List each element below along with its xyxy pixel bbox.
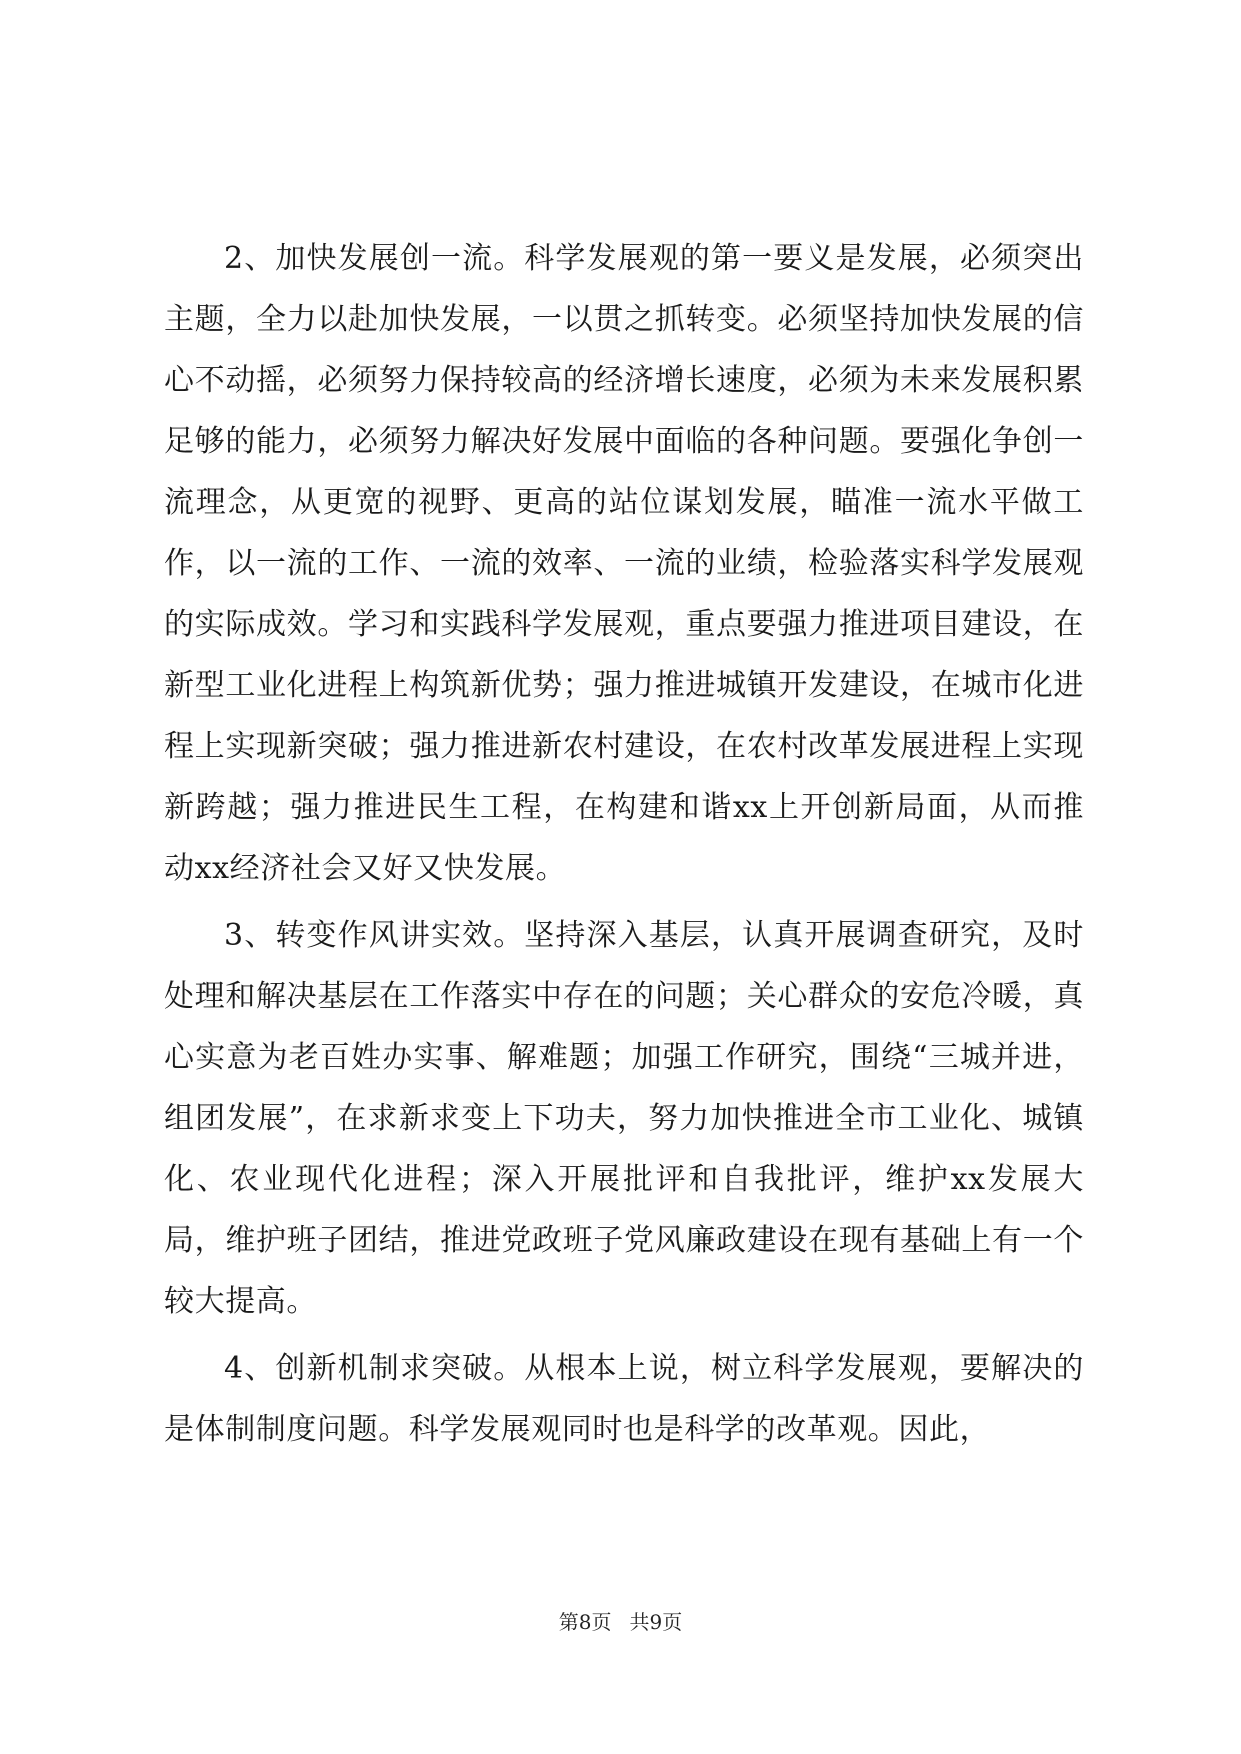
paragraph-2: 2、加快发展创一流。科学发展观的第一要义是发展，必须突出主题，全力以赴加快发展，一以贯之抓转变。必须坚持加快发展的信心不动摇，必须努力保持较高的经济增长速度，必须为未来发展积累足够的能力，必须努力解决好发展中面临的各种问题。要强化争创一流理念，从更宽的视野、更高的站位谋划发展，瞄准一流水平做工作，以一流的工作、一流的效率、一流的业绩，检验落实科学发展观的实际成效。学习和实践科学发展观，重点要强力推进项目建设，在新型工业化进程上构筑新优势；强力推进城镇开发建设，在城市化进程上实现新突破；强力推进新农村建设，在农村改革发展进程上实现新跨越；强力推进民生工程，在构建和谐xx上开创新局面，从而推动xx经济社会又好又快发展。 [164,241,1084,886]
document-body [164,228,1084,1466]
paragraph-3: 3、转变作风讲实效。坚持深入基层，认真开展调查研究，及时处理和解决基层在工作落实中存在的问题；关心群众的安危冷暖，真心实意为老百姓办实事、解难题；加强工作研究，围绕“三城并进，组团发展”，在求新求变上下功夫，努力加快推进全市工业化、城镇化、农业现代化进程；深入开展批评和自我批评，维护xx发展大局，维护班子团结，推进党政班子党风廉政建设在现有基础上有一个较大提高。 [164,918,1084,1319]
page-footer [0,1606,1241,1635]
total-pages: 共9页 [629,1610,683,1634]
page-number: 第8页 [558,1610,612,1634]
paragraph-4: 4、创新机制求突破。从根本上说，树立科学发展观，要解决的是体制制度问题。科学发展观同时也是科学的改革观。因此， [164,1351,1084,1447]
